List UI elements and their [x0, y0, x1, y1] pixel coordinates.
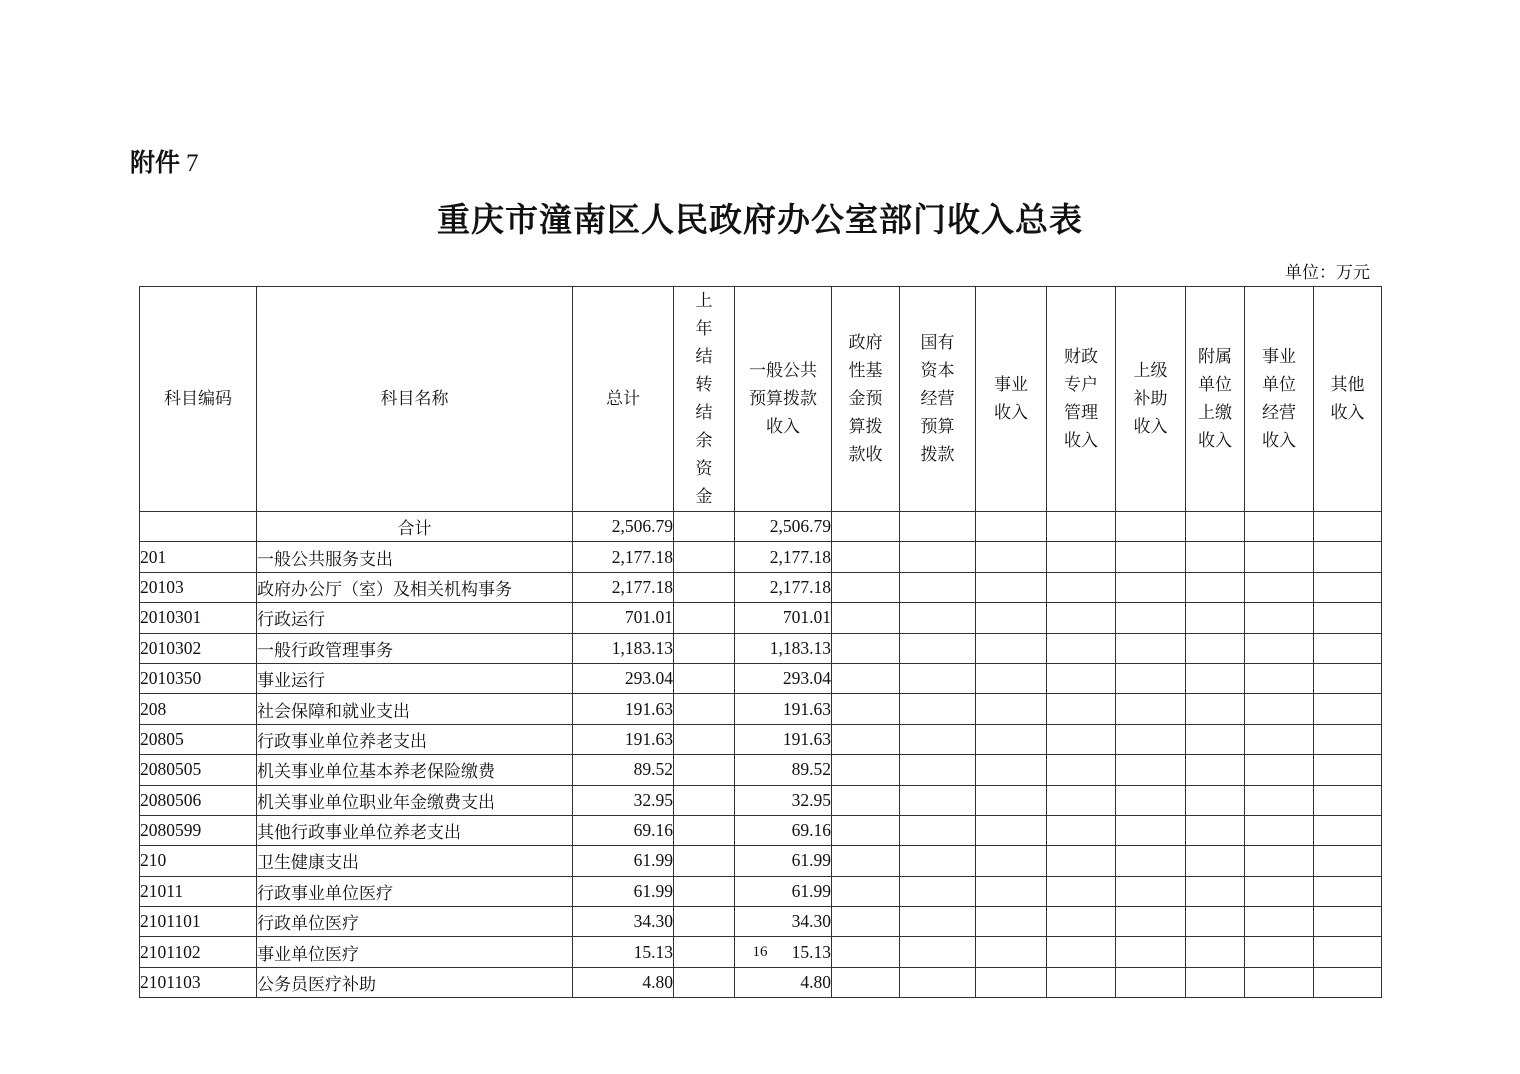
- cell-code: 2080506: [140, 785, 257, 815]
- cell-name: 行政事业单位医疗: [257, 876, 573, 906]
- header-superior: [1116, 287, 1186, 512]
- cell-total: 61.99: [573, 846, 674, 876]
- cell-carryover: [674, 907, 735, 937]
- document-title: 重庆市潼南区人民政府办公室部门收入总表: [437, 200, 1083, 239]
- cell-total: 2,177.18: [573, 572, 674, 602]
- cell-name: 卫生健康支出: [257, 846, 573, 876]
- cell-total: 34.30: [573, 907, 674, 937]
- cell-carryover: [674, 572, 735, 602]
- cell-name: 公务员医疗补助: [257, 967, 573, 997]
- cell-code: 2010301: [140, 603, 257, 633]
- cell-total: 191.63: [573, 724, 674, 754]
- cell-total: 293.04: [573, 663, 674, 693]
- cell-general: 293.04: [735, 663, 832, 693]
- cell-total: 15.13: [573, 937, 674, 967]
- cell-name: 行政事业单位养老支出: [257, 724, 573, 754]
- cell-general: 4.80: [735, 967, 832, 997]
- header-business-text: 事业收入: [994, 375, 1028, 423]
- cell-total: 1,183.13: [573, 633, 674, 663]
- cell-code: 2010302: [140, 633, 257, 663]
- table-row: [140, 785, 1382, 815]
- cell-total: 32.95: [573, 785, 674, 815]
- cell-total: 701.01: [573, 603, 674, 633]
- cell-general: 701.01: [735, 603, 832, 633]
- cell-general: 32.95: [735, 785, 832, 815]
- cell-name: 事业单位医疗: [257, 937, 573, 967]
- cell-total: 2,177.18: [573, 542, 674, 572]
- header-affiliated-text: 附属单位上缴收入: [1198, 347, 1232, 451]
- cell-total: 69.16: [573, 815, 674, 845]
- cell-code: 20805: [140, 724, 257, 754]
- header-stateowned: [900, 287, 976, 512]
- table-row: [140, 815, 1382, 845]
- cell-general: 89.52: [735, 755, 832, 785]
- header-stateowned-text: 国有资本经营预算拨款: [920, 333, 955, 465]
- cell-carryover: [674, 876, 735, 906]
- cell-name: 机关事业单位职业年金缴费支出: [257, 785, 573, 815]
- header-code: 科目编码: [140, 287, 257, 512]
- table-row: [140, 846, 1382, 876]
- table-row: [140, 755, 1382, 785]
- table-row: [140, 694, 1382, 724]
- cell-code: 20103: [140, 572, 257, 602]
- page-number: 16: [752, 944, 768, 960]
- header-name: 科目名称: [257, 287, 573, 512]
- table-row: [140, 724, 1382, 754]
- cell-name: 行政单位医疗: [257, 907, 573, 937]
- cell-carryover: [674, 815, 735, 845]
- cell-carryover: [674, 846, 735, 876]
- cell-code: 2101101: [140, 907, 257, 937]
- income-table: [139, 286, 1382, 998]
- table-row: [140, 603, 1382, 633]
- header-other-text: 其他收入: [1330, 375, 1365, 423]
- header-other: [1314, 287, 1382, 512]
- cell-general: 2,177.18: [735, 542, 832, 572]
- cell-carryover: [674, 694, 735, 724]
- cell-name: 合计: [257, 512, 573, 542]
- cell-carryover: [674, 633, 735, 663]
- cell-name: 一般行政管理事务: [257, 633, 573, 663]
- cell-total: 61.99: [573, 876, 674, 906]
- cell-general: 191.63: [735, 694, 832, 724]
- header-special-text: 财政专户管理收入: [1064, 347, 1098, 451]
- cell-general: 61.99: [735, 846, 832, 876]
- cell-general: 2,506.79: [735, 512, 832, 542]
- cell-code: 208: [140, 694, 257, 724]
- table-row: [140, 512, 1382, 542]
- cell-general: 69.16: [735, 815, 832, 845]
- cell-general: 61.99: [735, 876, 832, 906]
- cell-general: 34.30: [735, 907, 832, 937]
- header-govfund-text: 政府性基金预算拨款收: [848, 333, 883, 465]
- table-row: [140, 876, 1382, 906]
- cell-total: 191.63: [573, 694, 674, 724]
- cell-name: 机关事业单位基本养老保险缴费: [257, 755, 573, 785]
- unit-label: 单位：万元: [1285, 263, 1370, 283]
- cell-code: 2080599: [140, 815, 257, 845]
- table-row: [140, 907, 1382, 937]
- cell-carryover: [674, 663, 735, 693]
- header-carryover-text: 上年结转结余资金: [695, 291, 713, 507]
- cell-total: 89.52: [573, 755, 674, 785]
- attachment-number: 7: [186, 150, 199, 177]
- header-total: 总计: [573, 287, 674, 512]
- table-row: [140, 633, 1382, 663]
- cell-name: 社会保障和就业支出: [257, 694, 573, 724]
- cell-name: 其他行政事业单位养老支出: [257, 815, 573, 845]
- cell-code: 21011: [140, 876, 257, 906]
- cell-general: 191.63: [735, 724, 832, 754]
- header-govfund: [832, 287, 900, 512]
- header-business: [976, 287, 1047, 512]
- table-header-row: [140, 287, 1382, 512]
- cell-carryover: [674, 603, 735, 633]
- attachment-text: 附件: [130, 148, 181, 177]
- cell-code: 2101102: [140, 937, 257, 967]
- header-carryover: [674, 287, 735, 512]
- cell-code: [140, 512, 257, 542]
- cell-total: 4.80: [573, 967, 674, 997]
- cell-code: 2010350: [140, 663, 257, 693]
- header-special: [1047, 287, 1116, 512]
- table-row: [140, 967, 1382, 997]
- table-row: [140, 663, 1382, 693]
- table-row: [140, 542, 1382, 572]
- cell-name: 一般公共服务支出: [257, 542, 573, 572]
- cell-code: 2101103: [140, 967, 257, 997]
- cell-carryover: [674, 542, 735, 572]
- cell-code: 2080505: [140, 755, 257, 785]
- cell-carryover: [674, 967, 735, 997]
- attachment-label: [130, 143, 199, 179]
- header-general-text: 一般公共预算拨款收入: [748, 361, 817, 437]
- cell-carryover: [674, 755, 735, 785]
- header-superior-text: 上级补助收入: [1133, 361, 1168, 437]
- header-operating: [1245, 287, 1314, 512]
- cell-general: 1,183.13: [735, 633, 832, 663]
- cell-carryover: [674, 785, 735, 815]
- cell-general: 2,177.18: [735, 572, 832, 602]
- header-general: [735, 287, 832, 512]
- cell-name: 行政运行: [257, 603, 573, 633]
- table-row: [140, 572, 1382, 602]
- cell-carryover: [674, 512, 735, 542]
- cell-total: 2,506.79: [573, 512, 674, 542]
- cell-name: 政府办公厅（室）及相关机构事务: [257, 572, 573, 602]
- cell-carryover: [674, 724, 735, 754]
- cell-name: 事业运行: [257, 663, 573, 693]
- cell-code: 201: [140, 542, 257, 572]
- cell-general: 15.13: [735, 937, 832, 967]
- header-operating-text: 事业单位经营收入: [1262, 347, 1296, 451]
- cell-code: 210: [140, 846, 257, 876]
- header-affiliated: [1186, 287, 1245, 512]
